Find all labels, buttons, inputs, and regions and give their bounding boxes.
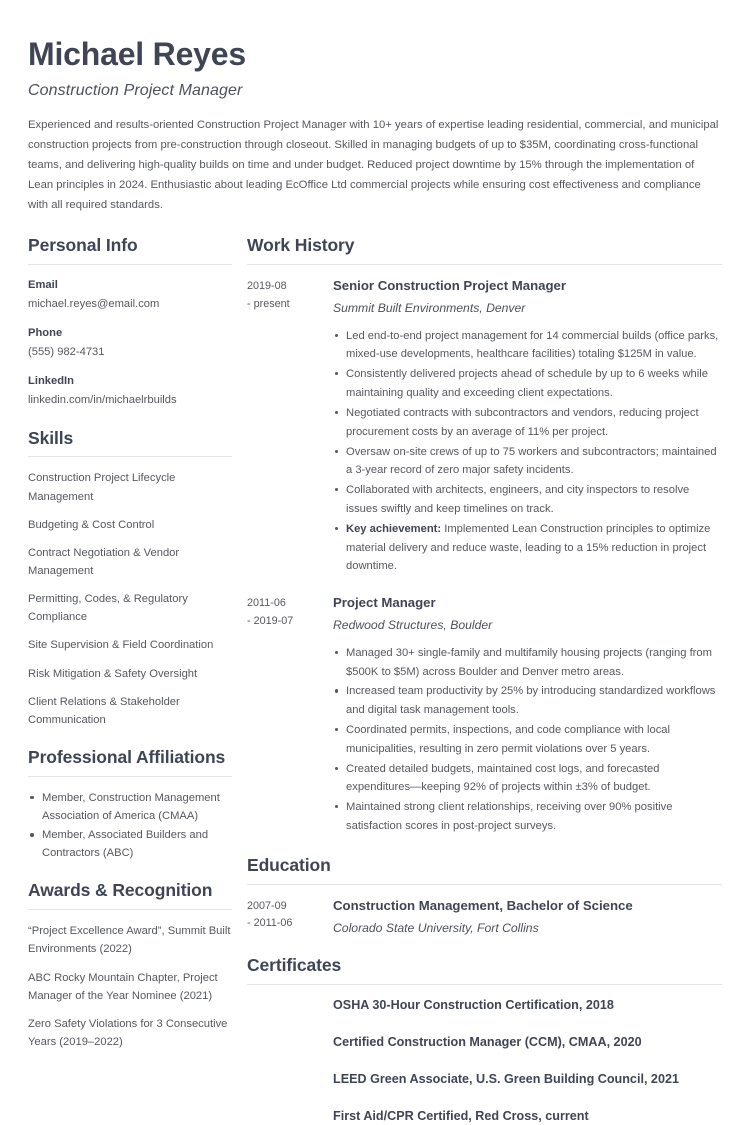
candidate-job-title: Construction Project Manager bbox=[28, 81, 243, 99]
work-bullet bbox=[333, 644, 722, 682]
work-bullet bbox=[333, 404, 722, 442]
work-bullet bbox=[333, 365, 722, 403]
personal-info-value[interactable]: michael.reyes@email.com bbox=[28, 297, 160, 310]
section-heading-personal-info: Personal Info bbox=[28, 235, 138, 256]
affiliation-item: Member, Associated Builders and Contractors (ABC) bbox=[28, 826, 232, 862]
work-entry-bullets bbox=[333, 327, 722, 577]
work-entry-body bbox=[333, 594, 722, 837]
education-entry bbox=[247, 897, 722, 938]
work-bullet bbox=[333, 760, 722, 798]
section-professional-affiliations bbox=[28, 747, 232, 862]
resume-columns bbox=[28, 235, 722, 1125]
work-bullet-text: Maintained strong client relationships, receiving over 90% positive satisfaction scores in post-project surveys. bbox=[346, 801, 673, 833]
education-school: Colorado State University, Fort Collins bbox=[333, 920, 539, 935]
divider bbox=[28, 776, 232, 777]
personal-info-item bbox=[28, 277, 232, 313]
awards-list bbox=[28, 922, 232, 1051]
certificate-row bbox=[247, 997, 722, 1014]
certificate-row bbox=[247, 1034, 722, 1051]
divider bbox=[247, 264, 722, 265]
divider bbox=[28, 456, 232, 457]
work-bullet-text: Led end-to-end project management for 14 commercial builds (office parks, mixed-use developments, healthcare facilities) totaling $125M in value. bbox=[346, 329, 719, 361]
skill-item: Risk Mitigation & Safety Oversight bbox=[28, 667, 198, 680]
personal-info-label: Phone bbox=[28, 327, 63, 340]
work-entry-dates bbox=[247, 594, 333, 630]
work-bullet bbox=[333, 798, 722, 836]
certificate-name: OSHA 30-Hour Construction Certification, 2018 bbox=[333, 998, 614, 1013]
work-bullet-lead: Key achievement: bbox=[346, 522, 442, 535]
skill-item: Permitting, Codes, & Regulatory Compliance bbox=[28, 593, 188, 624]
work-entry bbox=[247, 277, 722, 577]
skills-list bbox=[28, 469, 232, 729]
section-awards-recognition bbox=[28, 880, 232, 1051]
work-entry-date-start: 2011-06 bbox=[247, 597, 286, 610]
work-entry-role: Project Manager bbox=[333, 595, 436, 611]
work-bullet-text: Created detailed budgets, maintained cost logs, and forecasted expenditures—keeping 92% of projects within ±3% of budget. bbox=[346, 762, 660, 794]
certificate-name: LEED Green Associate, U.S. Green Building Council, 2021 bbox=[333, 1072, 679, 1087]
section-certificates bbox=[247, 955, 722, 1125]
certificate-row bbox=[247, 1071, 722, 1088]
work-entry-role: Senior Construction Project Manager bbox=[333, 278, 567, 294]
education-entry-dates bbox=[247, 897, 333, 933]
work-bullet bbox=[333, 721, 722, 759]
education-entry-body bbox=[333, 897, 722, 938]
education-date-start: 2007-09 bbox=[247, 899, 287, 912]
candidate-name: Michael Reyes bbox=[28, 36, 246, 72]
personal-info-label: Email bbox=[28, 279, 58, 292]
right-column bbox=[247, 235, 722, 1125]
work-entry-organization: Redwood Structures, Boulder bbox=[333, 618, 493, 633]
work-entry-organization: Summit Built Environments, Denver bbox=[333, 300, 526, 315]
personal-info-list bbox=[28, 277, 232, 409]
personal-info-label: LinkedIn bbox=[28, 375, 74, 388]
work-bullet-text: Collaborated with architects, engineers, and city inspectors to resolve issues swiftly and keep timelines on track. bbox=[346, 484, 690, 515]
work-entry-dates bbox=[247, 277, 333, 313]
personal-info-item bbox=[28, 373, 232, 409]
work-entry-bullets bbox=[333, 644, 722, 836]
work-bullet-text: Managed 30+ single-family and multifamily housing projects (ranging from $500K to $5M) across Boulder and Denver metro areas. bbox=[346, 646, 712, 678]
section-heading-skills: Skills bbox=[28, 427, 74, 448]
divider bbox=[28, 264, 232, 265]
certificate-row bbox=[247, 1108, 722, 1125]
work-bullet bbox=[333, 443, 722, 481]
certificate-name: First Aid/CPR Certified, Red Cross, current bbox=[333, 1109, 589, 1124]
personal-info-item bbox=[28, 325, 232, 361]
work-bullet-text: Consistently delivered projects ahead of schedule by up to 6 weeks while maintaining quality and exceeding client expectations. bbox=[346, 368, 708, 400]
skill-item: Contract Negotiation & Vendor Management bbox=[28, 546, 180, 578]
skill-item: Site Supervision & Field Coordination bbox=[28, 639, 214, 652]
work-bullet bbox=[333, 682, 722, 720]
affiliations-list bbox=[28, 789, 232, 863]
divider bbox=[28, 909, 232, 910]
award-item: ABC Rocky Mountain Chapter, Project Manager of the Year Nominee (2021) bbox=[28, 971, 218, 1002]
left-column bbox=[28, 235, 232, 1051]
personal-info-value[interactable]: linkedin.com/in/michaelrbuilds bbox=[28, 394, 177, 407]
award-item: Zero Safety Violations for 3 Consecutive Years (2019–2022) bbox=[28, 1017, 228, 1049]
skill-item: Budgeting & Cost Control bbox=[28, 518, 155, 531]
section-heading-work-history: Work History bbox=[247, 235, 355, 256]
divider bbox=[247, 884, 722, 885]
divider bbox=[247, 984, 722, 985]
section-personal-info bbox=[28, 235, 232, 409]
work-bullet-text: Increased team productivity by 25% by introducing standardized workflows and digital task management tools. bbox=[346, 685, 716, 717]
work-bullet bbox=[333, 481, 722, 519]
work-bullet-text: Oversaw on-site crews of up to 75 workers and subcontractors; maintained a 3-year record of zero major safety incidents. bbox=[346, 445, 717, 477]
section-work-history bbox=[247, 235, 722, 837]
affiliation-item: Member, Construction Management Association of America (CMAA) bbox=[28, 789, 232, 825]
section-heading-professional-affiliations: Professional Affiliations bbox=[28, 747, 226, 768]
work-entry bbox=[247, 594, 722, 837]
section-heading-certificates: Certificates bbox=[247, 955, 342, 976]
work-entry-date-start: 2019-08 bbox=[247, 280, 287, 293]
section-education bbox=[247, 855, 722, 937]
education-date-end: - 2011-06 bbox=[247, 917, 293, 930]
work-bullet bbox=[333, 327, 722, 365]
work-bullet-text: Implemented Lean Construction principles to optimize material delivery and reduce waste, leading to a 15% reduction in project downtime. bbox=[346, 522, 711, 573]
work-bullet-text: Negotiated contracts with subcontractors and vendors, reducing project procurement costs by an average of 11% per project. bbox=[346, 406, 699, 438]
section-heading-education: Education bbox=[247, 854, 331, 875]
section-heading-awards-recognition: Awards & Recognition bbox=[28, 880, 213, 901]
education-degree: Construction Management, Bachelor of Science bbox=[333, 897, 633, 913]
work-entry-body bbox=[333, 277, 722, 577]
skill-item: Construction Project Lifecycle Management bbox=[28, 472, 176, 503]
section-skills bbox=[28, 428, 232, 729]
work-bullet bbox=[333, 520, 722, 576]
work-entry-date-end: - 2019-07 bbox=[247, 614, 294, 627]
work-bullet-text: Coordinated permits, inspections, and code compliance with local municipalities, resulting in zero permit violations over 5 years. bbox=[346, 723, 670, 755]
certificate-name: Certified Construction Manager (CCM), CMAA, 2020 bbox=[333, 1035, 642, 1050]
resume-header bbox=[28, 28, 722, 215]
skill-item: Client Relations & Stakeholder Communication bbox=[28, 695, 180, 726]
professional-summary: Experienced and results-oriented Construction Project Manager with 10+ years of expertise leading residential, commercial, and municipal construction projects from pre-construction through closeout. Skilled in managing budgets of up to $35M, coordinating cross-functional teams, and delivering high-quality builds on time and under budget. Reduced project downtime by 15% through the implementation of Lean principles in 2024. Enthusiastic about leading EcOffice Ltd commercial projects while ensuring cost effectiveness and compliance with all required standards. bbox=[28, 118, 719, 212]
award-item: “Project Excellence Award”, Summit Built Environments (2022) bbox=[28, 925, 231, 956]
personal-info-value[interactable]: (555) 982-4731 bbox=[28, 346, 105, 359]
work-entry-date-end: - present bbox=[247, 297, 290, 310]
